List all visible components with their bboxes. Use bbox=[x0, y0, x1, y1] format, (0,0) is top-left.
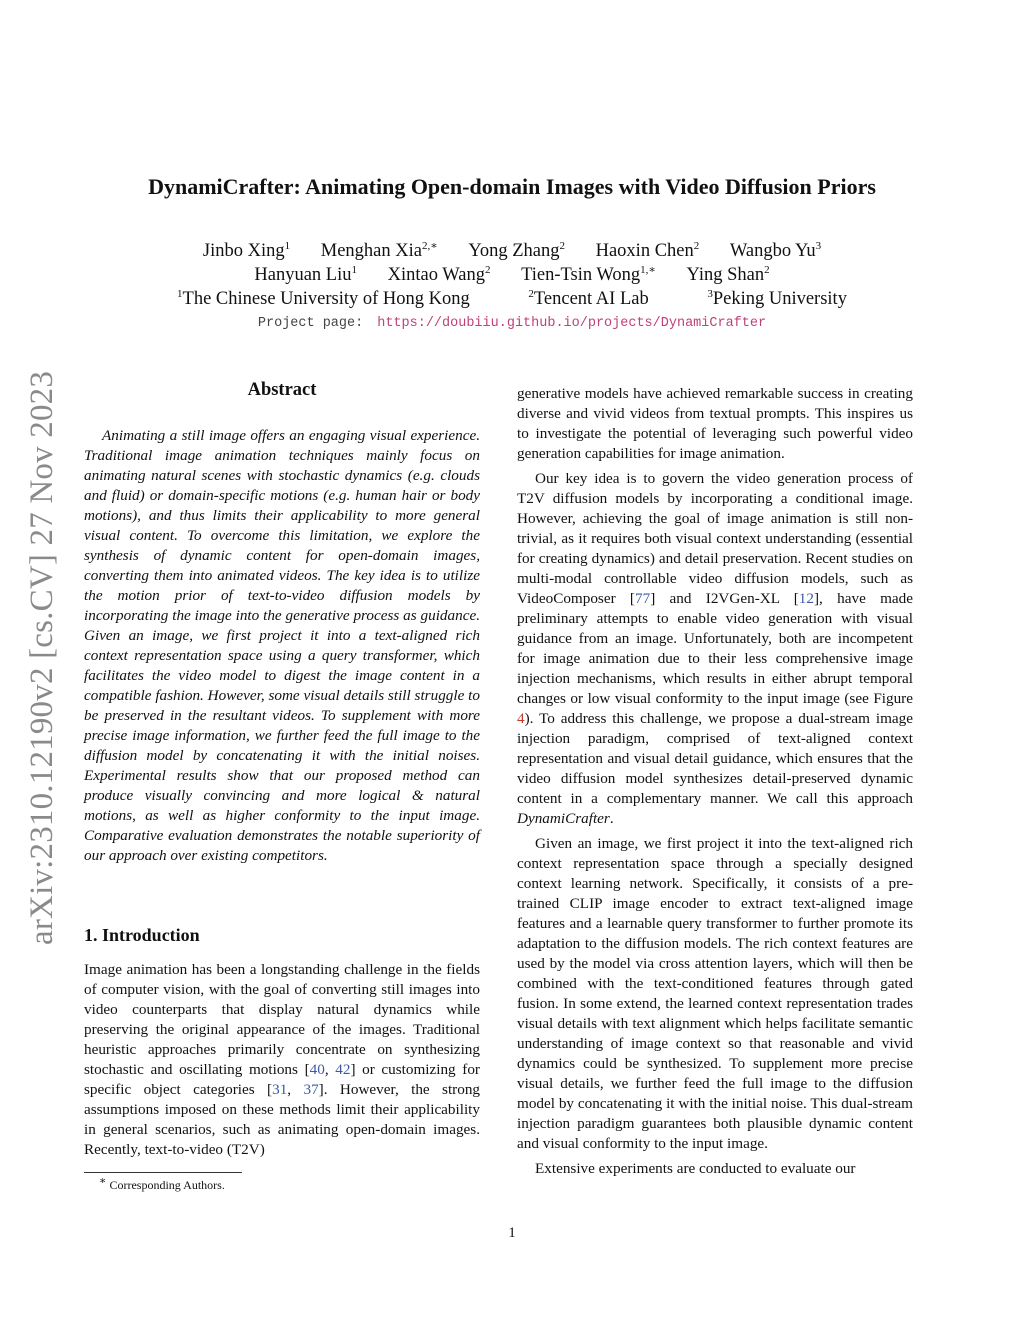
citation-link[interactable]: 42 bbox=[335, 1061, 351, 1078]
intro-paragraph: Image animation has been a longstanding challenge in the fields of computer vision, with the goal of converting still images into video counterparts that display natural dynamics while preserving the original appearance of the images. Traditional heuristic approaches primarily concentrate on synthesizing stochastic and oscillating motions [40, 42] or customizing for specific object categories [31, 37]. However, the strong assumptions imposed on these methods limit their applicability in general scenarios, such as animating open-domain images. Recently, text-to-video (T2V) bbox=[84, 961, 481, 1158]
author: Yong Zhang$^2$ bbox=[468, 239, 565, 261]
project-page-label: Project page: bbox=[257, 316, 364, 331]
right-column bbox=[517, 384, 913, 1184]
introduction-heading: 1. Introduction bbox=[84, 925, 200, 945]
right-paragraph-4: Extensive experiments are conducted to evaluate our bbox=[535, 1160, 856, 1177]
abstract-heading: Abstract bbox=[247, 380, 317, 400]
method-name: DynamiCrafter bbox=[517, 810, 610, 827]
author: Ying Shan$^2$ bbox=[686, 263, 770, 285]
right-paragraph-2: Our key idea is to govern the video generation process of T2V diffusion models by incorporating a conditional image. However, achieving the goal of image animation is still non-trivial, as it requires both visual context understanding (essential for creating dynamics) and detail preservation. Recent studies on multi-modal controllable video diffusion models, such as VideoComposer [77] and I2VGen-XL [12], have made preliminary attempts to enable video generation with visual guidance from an image. Unfortunately, both are incompetent for image animation due to their less comprehensive image injection mechanisms, which results in either abrupt temporal changes or low visual conformity to the input image (see Figure 4). To address this challenge, we propose a dual-stream image injection paradigm, comprised of text-aligned context representation and visual detail guidance, which ensures that the video diffusion model synthesizes detail-preserved dynamic content in a complementary manner. We call this approach DynamiCrafter. bbox=[517, 470, 913, 827]
project-page bbox=[0, 316, 1024, 331]
footnote-mark: ∗ bbox=[99, 1175, 107, 1187]
author: Hanyuan Liu$^1$ bbox=[254, 263, 357, 285]
affiliation: $^2$Tencent AI Lab bbox=[528, 287, 649, 309]
right-paragraph-1: generative models have achieved remarkable success in creating diverse and vivid videos from textual prompts. This inspires us to investigate the potential of leveraging such powerful video generation capabilities for image animation. bbox=[517, 385, 913, 462]
author: Jinbo Xing$^1$ bbox=[202, 239, 291, 261]
paper-title: DynamiCrafter: Animating Open-domain Images with Video Diffusion Priors bbox=[148, 174, 876, 199]
citation-link[interactable]: 37 bbox=[303, 1081, 319, 1098]
arxiv-id-text: arXiv:2310.12190v2 [cs.CV] 27 Nov 2023 bbox=[24, 370, 60, 945]
author: Tien-Tsin Wong$^{1,∗}$ bbox=[521, 263, 656, 285]
page-number: 1 bbox=[508, 1225, 516, 1241]
author: Menghan Xia$^{2,∗}$ bbox=[320, 239, 438, 261]
project-page-link[interactable]: https://doubiiu.github.io/projects/DynamiCrafter bbox=[377, 316, 767, 331]
introduction-body bbox=[84, 960, 480, 1160]
affiliation: $^3$Peking University bbox=[707, 287, 847, 309]
authors-row-2 bbox=[0, 265, 1024, 286]
arxiv-side-identifier bbox=[24, 345, 64, 945]
author: Wangbo Yu$^3$ bbox=[729, 239, 822, 261]
footnote bbox=[84, 1175, 225, 1193]
figure-reference-link[interactable]: 4 bbox=[517, 710, 525, 727]
footnote-divider bbox=[84, 1172, 242, 1173]
footnote-text: Corresponding Authors. bbox=[109, 1178, 225, 1192]
abstract-body bbox=[84, 426, 480, 866]
citation-link[interactable]: 12 bbox=[798, 590, 814, 607]
author: Haoxin Chen$^2$ bbox=[595, 239, 700, 261]
affiliations bbox=[0, 289, 1024, 310]
authors-row-1 bbox=[0, 241, 1024, 262]
abstract-text: Animating a still image offers an engaging visual experience. Traditional image animation techniques mainly focus on animating natural scenes with stochastic dynamics (e.g. clouds and fluid) or domain-specific motions (e.g. human hair or body motions), and thus limits their applicability to more general visual content. To overcome this limitation, we explore the synthesis of dynamic content for open-domain images, converting them into animated videos. The key idea is to utilize the motion prior of text-to-video diffusion models by incorporating the image into the generative process as guidance. Given an image, we first project it into a text-aligned rich context representation space using a query transformer, which facilitates the video model to digest the image content in a compatible fashion. However, some visual details still struggle to be preserved in the resultant videos. To supplement with more precise image information, we further feed the full image to the diffusion model by concatenating it with the initial noises. Experimental results show that our proposed method can produce visually convincing and more logical & natural motions, as well as higher conformity to the input image. Comparative evaluation demonstrates the notable superiority of our approach over existing competitors. bbox=[84, 427, 480, 864]
citation-link[interactable]: 77 bbox=[635, 590, 651, 607]
affiliation: $^1$The Chinese University of Hong Kong bbox=[177, 287, 470, 309]
right-paragraph-3: Given an image, we first project it into the text-aligned rich context representation space through a specially designed context learning network. Specifically, it consists of a pre-trained CLIP image encoder to extract text-aligned image features and a learnable query transformer to further promote its adaptation to the diffusion models. The rich context features are used by the model via cross attention layers, which will then be combined with the text-conditioned features through gated fusion. In some extend, the learned context representation trades visual details with text alignment which helps facilitate semantic understanding of image context so that reasonable and vivid dynamics could be synthesized. To supplement more precise visual details, we further feed the full image to the diffusion model by concatenating it with the initial noise. This dual-stream injection paradigm guarantees both plausible dynamic content and visual conformity to the input image. bbox=[517, 835, 913, 1152]
citation-link[interactable]: 31 bbox=[272, 1081, 288, 1098]
author: Xintao Wang$^2$ bbox=[387, 263, 491, 285]
citation-link[interactable]: 40 bbox=[309, 1061, 325, 1078]
